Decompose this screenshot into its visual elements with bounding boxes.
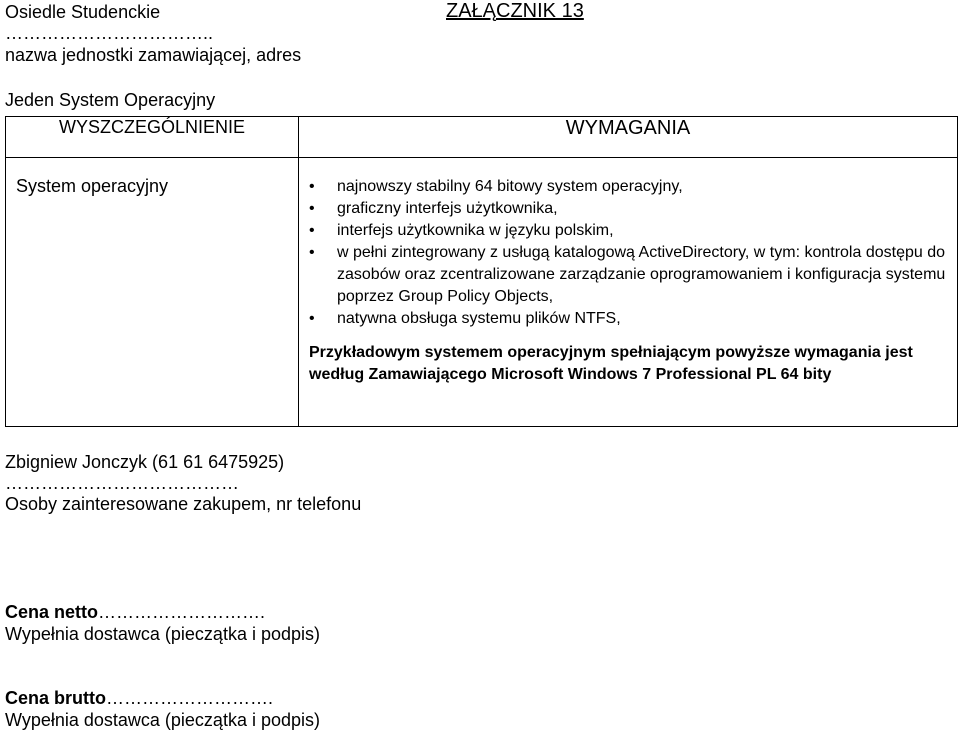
requirements-list <box>309 176 947 330</box>
contact-dots: ………………………………… <box>5 473 239 493</box>
column-header-requirements: WYMAGANIA <box>299 117 958 158</box>
unit-dots: …………………………….. <box>5 23 214 43</box>
list-item: • interfejs użytkownika w języku polskim, <box>309 220 947 242</box>
list-item: • graficzny interfejs użytkownika, <box>309 198 947 220</box>
contact-caption: Osoby zainteresowane zakupem, nr telefonu <box>5 494 362 514</box>
list-item: • najnowszy stabilny 64 bitowy system operacyjny, <box>309 176 947 198</box>
net-price-caption: Wypełnia dostawca (pieczątka i podpis) <box>5 624 320 644</box>
table-row <box>6 158 958 427</box>
requirements-cell <box>299 158 958 427</box>
item-title: Jeden System Operacyjny <box>5 90 216 110</box>
gross-price-caption: Wypełnia dostawca (pieczątka i podpis) <box>5 710 320 730</box>
specification-table <box>5 116 958 427</box>
table-header-row <box>6 117 958 158</box>
list-item: • w pełni zintegrowany z usługą katalogową ActiveDirectory, w tym: kontrola dostępu do zasobów oraz zcentralizowane zarządzanie oprogramowaniem i konfiguracja systemu poprzez Group Policy Objects, <box>309 242 947 308</box>
row-label: System operacyjny <box>6 158 299 427</box>
column-header-specification: WYSZCZEGÓLNIENIE <box>6 117 299 158</box>
annex-number: ZAŁĄCZNIK 13 <box>446 0 584 22</box>
unit-caption: nazwa jednostki zamawiającej, adres <box>5 45 302 65</box>
gross-price-label: Cena brutto <box>5 688 106 708</box>
net-price-dots: ………………………. <box>98 602 266 622</box>
example-product-note: Przykładowym systemem operacyjnym spełniającym powyższe wymagania jest według Zamawiającego Microsoft Windows 7 Professional PL 64 bity <box>309 344 913 383</box>
net-price-label: Cena netto <box>5 602 99 622</box>
net-price-line <box>5 602 265 623</box>
gross-price-line <box>5 688 273 709</box>
organization-name: Osiedle Studenckie <box>5 2 161 22</box>
gross-price-dots: ………………………. <box>106 688 274 708</box>
list-item: • natywna obsługa systemu plików NTFS, <box>309 308 947 330</box>
contact-name: Zbigniew Jonczyk (61 61 6475925) <box>5 452 285 472</box>
